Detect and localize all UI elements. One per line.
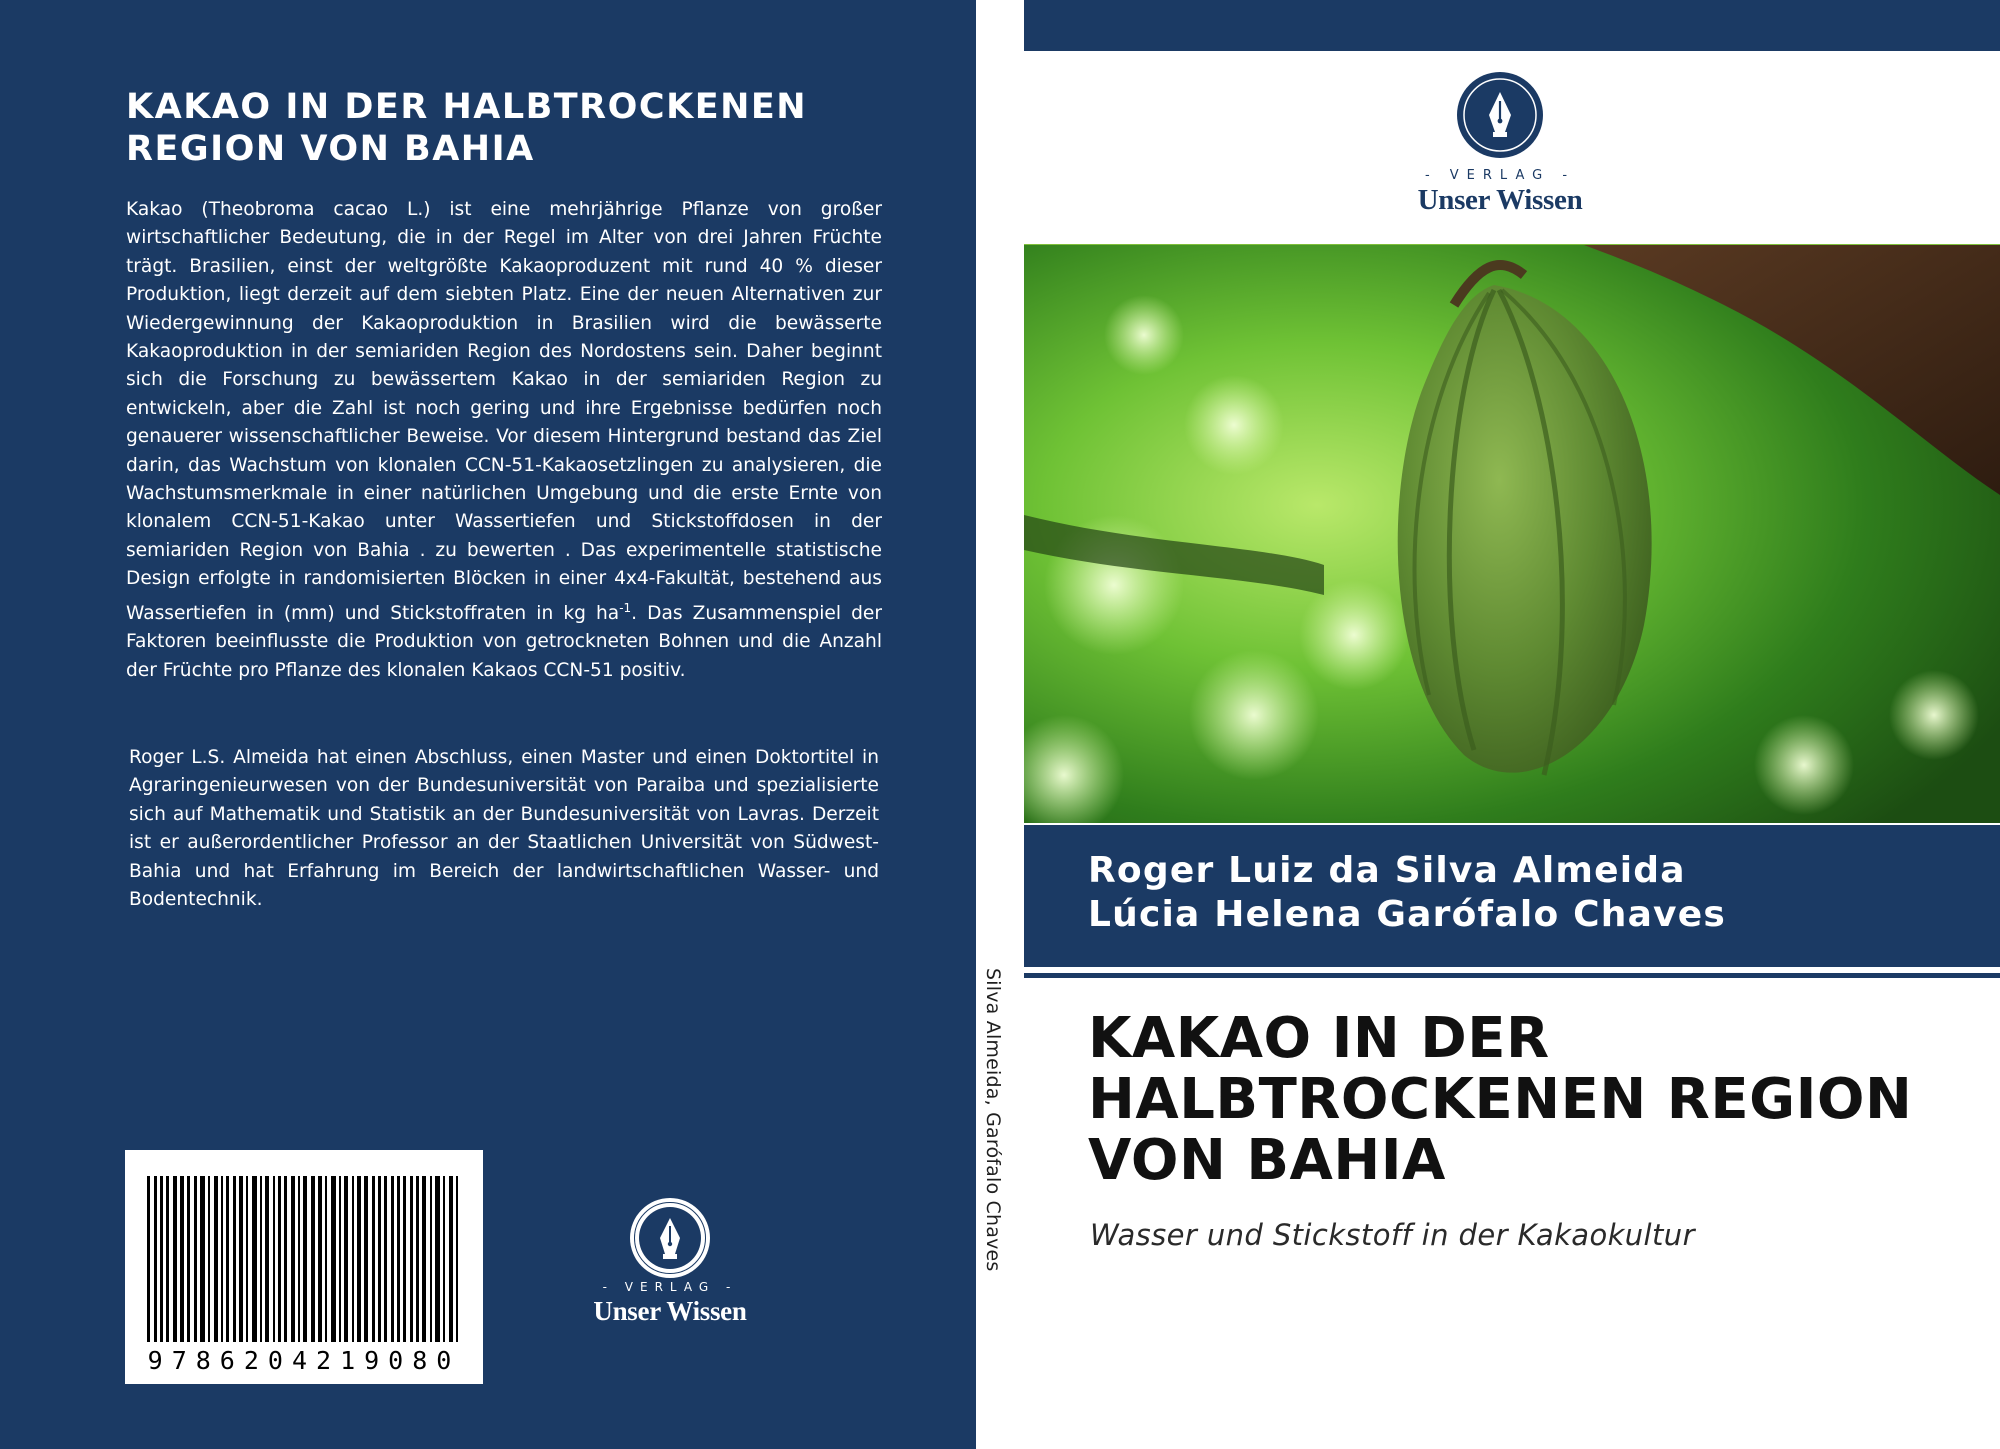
back-publisher-verlag: - VERLAG - bbox=[602, 1280, 738, 1294]
abstract-text-part-1: Kakao (Theobroma cacao L.) ist eine mehrjährige Pflanze von großer wirtschaftlicher Bedeutung, die in der Regel im Alter von drei Jahren Früchte trägt. Brasilien, einst der weltgrößte Kakaoproduzent mit rund 40 % dieser Produktion, liegt derzeit auf dem siebten Platz. Eine der neuen Alternativen zur Wiedergewinnung der Kakaoproduktion in Brasilien wird die bewässerte Kakaoproduktion in der semiariden Region des Nordostens sein. Daher beginnt sich die Forschung zu bewässertem Kakao in der semiariden Region zu entwickeln, aber die Zahl ist noch gering und ihre Ergebnisse bedürfen noch genauerer wissenschaftlicher Beweise. Vor diesem Hintergrund bestand das Ziel darin, das Wachstum von klonalen CCN-51-Kakaosetzlingen zu analysieren, die Wachstumsmerkmale in einer natürlichen Umgebung und die erste Ernte von klonalem CCN-51-Kakao unter Wassertiefen und Stickstoffdosen in der semiariden Region von Bahia . zu bewerten . Das experimentelle statistische Design erfolgte in randomisierten Blöcken in einer 4x4-Fakultät, bestehend aus Wassertiefen in (mm) und Stickstoffraten in kg ha bbox=[126, 199, 882, 624]
barcode-bar bbox=[298, 1176, 300, 1342]
barcode-bar bbox=[364, 1176, 368, 1342]
cocoa-pod-photo bbox=[1024, 245, 2000, 823]
back-publisher-name: Unser Wissen bbox=[593, 1296, 747, 1326]
barcode-bar bbox=[384, 1176, 387, 1342]
barcode-bar bbox=[357, 1176, 361, 1342]
barcode-bar bbox=[410, 1176, 413, 1342]
barcode-bar bbox=[147, 1176, 150, 1342]
barcode-bar bbox=[194, 1176, 197, 1342]
barcode-bar bbox=[252, 1176, 257, 1342]
fountain-pen-nib-icon bbox=[1455, 70, 1545, 160]
barcode-bar bbox=[187, 1176, 190, 1342]
front-cover-subtitle: Wasser und Stickstoff in der Kakaokultur bbox=[1090, 1218, 1695, 1252]
back-cover-title: KAKAO IN DER HALBTROCKENEN REGION VON BAHIA bbox=[126, 87, 808, 169]
barcode-bar bbox=[154, 1176, 157, 1342]
barcode-bar bbox=[397, 1176, 400, 1342]
back-cover-abstract bbox=[126, 196, 882, 685]
title-divider bbox=[1024, 973, 2000, 978]
barcode-bar bbox=[180, 1176, 184, 1342]
barcode-bar bbox=[260, 1176, 262, 1342]
barcode-bar bbox=[246, 1176, 248, 1342]
barcode-bar bbox=[352, 1176, 354, 1342]
barcode-bar bbox=[166, 1176, 169, 1342]
isbn-barcode bbox=[125, 1150, 483, 1384]
barcode-bar bbox=[214, 1176, 218, 1342]
barcode-bar bbox=[339, 1176, 341, 1342]
barcode-bars bbox=[125, 1150, 483, 1350]
barcode-bar bbox=[435, 1176, 440, 1342]
author-1: Roger Luiz da Silva Almeida bbox=[1088, 850, 1686, 891]
front-top-bar bbox=[1024, 0, 2000, 51]
barcode-bar bbox=[318, 1176, 322, 1342]
barcode-bar bbox=[284, 1176, 287, 1342]
barcode-bar bbox=[372, 1176, 375, 1342]
barcode-bar bbox=[311, 1176, 315, 1342]
barcode-bar bbox=[422, 1176, 426, 1342]
cocoa-pod-illustration bbox=[1024, 245, 2000, 823]
back-cover bbox=[0, 0, 976, 1449]
barcode-bar bbox=[233, 1176, 236, 1342]
barcode-bar bbox=[200, 1176, 205, 1342]
barcode-bar bbox=[331, 1176, 336, 1342]
barcode-bar bbox=[443, 1176, 445, 1342]
barcode-bar bbox=[278, 1176, 281, 1342]
front-cover-title: KAKAO IN DER HALBTROCKENEN REGION VON BAHIA bbox=[1088, 1006, 1913, 1193]
barcode-bar bbox=[273, 1176, 275, 1342]
barcode-bar bbox=[416, 1176, 419, 1342]
barcode-bar bbox=[208, 1176, 210, 1342]
barcode-bar bbox=[221, 1176, 223, 1342]
barcode-bar bbox=[378, 1176, 381, 1342]
front-publisher-logo bbox=[1400, 70, 1600, 220]
barcode-bar bbox=[265, 1176, 269, 1342]
barcode-bar bbox=[160, 1176, 163, 1342]
barcode-bar bbox=[449, 1176, 453, 1342]
abstract-text-part-2: . Das Zusammenspiel der Faktoren beeinflusste die Produktion von getrockneten Bohnen und die Anzahl der Früchte pro Pflanze des klonalen Kakaos CCN-51 positiv. bbox=[126, 602, 882, 681]
barcode-bar bbox=[456, 1176, 458, 1342]
author-biography: Roger L.S. Almeida hat einen Abschluss, einen Master und einen Doktortitel in Agraringenieurwesen von der Bundesuniversität von Paraiba und spezialisierte sich auf Mathematik und Statistik an der Bundesuniversität von Lavras. Derzeit ist er außerordentlicher Professor an der Staatlichen Universität von Südwest-Bahia und hat Erfahrung im Bereich der landwirtschaftlichen Wasser- und Bodentechnik. bbox=[129, 747, 879, 911]
barcode-bar bbox=[239, 1176, 243, 1342]
fountain-pen-nib-icon bbox=[628, 1196, 712, 1280]
barcode-bar bbox=[291, 1176, 295, 1342]
spine-authors: Silva Almeida, Garófalo Chaves bbox=[982, 968, 1004, 1272]
author-2: Lúcia Helena Garófalo Chaves bbox=[1088, 894, 1726, 935]
barcode-bar bbox=[430, 1176, 432, 1342]
back-publisher-logo bbox=[570, 1196, 770, 1326]
isbn-barcode-digits: 9786204219080 bbox=[147, 1346, 461, 1375]
barcode-bar bbox=[303, 1176, 307, 1342]
front-publisher-name: Unser Wissen bbox=[1417, 184, 1583, 216]
barcode-bar bbox=[173, 1176, 177, 1342]
barcode-bar bbox=[325, 1176, 327, 1342]
barcode-bar bbox=[391, 1176, 394, 1342]
front-publisher-verlag: - VERLAG - bbox=[1424, 168, 1576, 183]
barcode-bar bbox=[344, 1176, 348, 1342]
abstract-superscript: -1 bbox=[619, 600, 632, 615]
barcode-bar bbox=[403, 1176, 406, 1342]
barcode-bar bbox=[226, 1176, 229, 1342]
